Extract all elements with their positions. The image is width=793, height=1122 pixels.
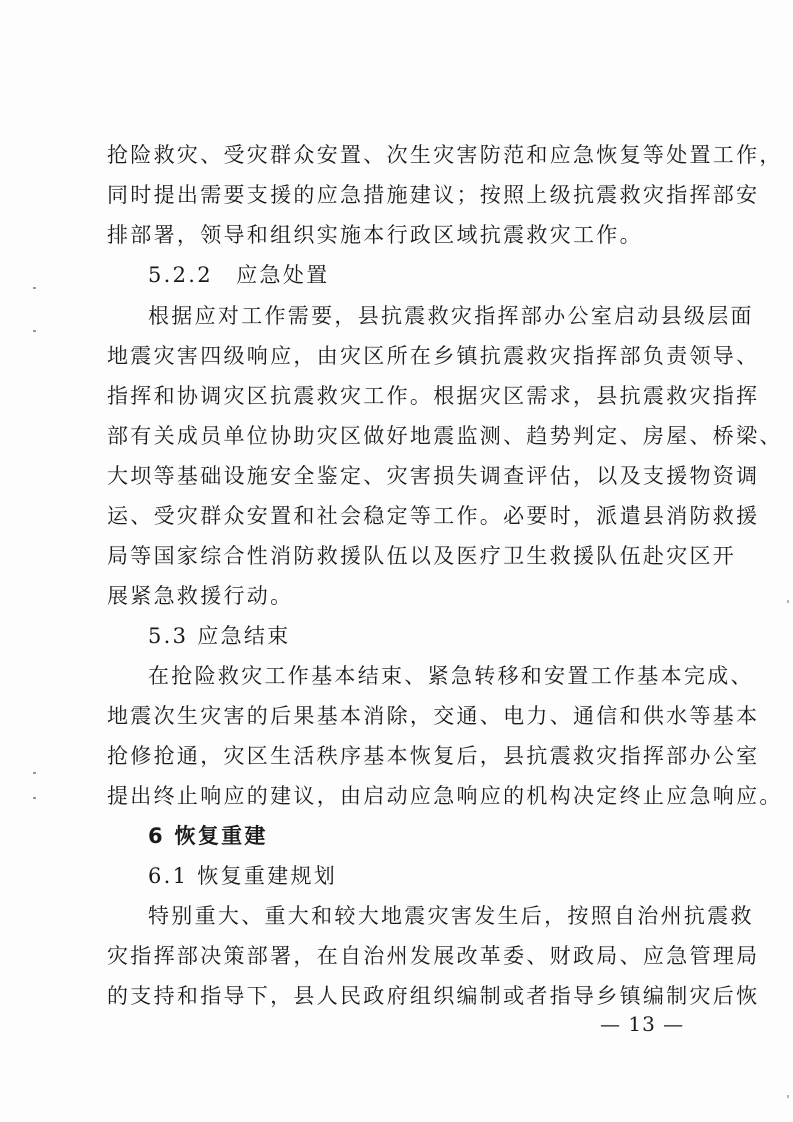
body-text-line: 的支持和指导下，县人民政府组织编制或者指导乡镇编制灾后恢 (107, 984, 760, 1008)
body-text-line: 地震次生灾害的后果基本消除，交通、电力、通信和供水等基本 (107, 704, 760, 728)
scan-margin-mark (33, 772, 36, 774)
body-text-line: 局等国家综合性消防救援队伍以及医疗卫生救援队伍赴灾区开 (107, 544, 737, 568)
body-text-line: 特别重大、重大和较大地震灾害发生后，按照自治州抗震救 (148, 904, 754, 928)
body-text-line: 抢修抢通，灾区生活秩序基本恢复后，县抗震救灾指挥部办公室 (107, 744, 760, 768)
body-text-line: 地震灾害四级响应，由灾区所在乡镇抗震救灾指挥部负责领导、 (107, 344, 760, 368)
body-text-line: 抢险救灾、受灾群众安置、次生灾害防范和应急恢复等处置工作， (107, 143, 783, 167)
body-text-line: 根据应对工作需要，县抗震救灾指挥部办公室启动县级层面 (148, 304, 754, 328)
page-number: — 13 — (600, 1012, 685, 1036)
body-text-line: 灾指挥部决策部署，在自治州发展改革委、财政局、应急管理局 (107, 944, 760, 968)
body-text-line: 排部署，领导和组织实施本行政区域抗震救灾工作。 (107, 223, 643, 247)
section-heading-6: 6 恢复重建 (148, 824, 268, 848)
body-text-line: 大坝等基础设施安全鉴定、灾害损失调查评估，以及支援物资调 (107, 464, 760, 488)
scan-margin-mark (33, 330, 36, 332)
scan-margin-mark (33, 287, 36, 289)
body-text-line: 在抢险救灾工作基本结束、紧急转移和安置工作基本完成、 (148, 664, 754, 688)
scan-edge-mark (787, 1095, 789, 1098)
body-text-line: 运、受灾群众安置和社会稳定等工作。必要时，派遣县消防救援 (107, 504, 760, 528)
section-heading-5-2-2: 5.2.2 应急处置 (148, 263, 330, 287)
scan-margin-mark (33, 797, 36, 799)
body-text-line: 部有关成员单位协助灾区做好地震监测、趋势判定、房屋、桥梁、 (107, 424, 783, 448)
body-text-line: 展紧急救援行动。 (107, 584, 294, 608)
body-text-line: 同时提出需要支援的应急措施建议；按照上级抗震救灾指挥部安 (107, 183, 760, 207)
section-heading-5-3: 5.3 应急结束 (148, 624, 291, 648)
body-text-line: 提出终止响应的建议，由启动应急响应的机构决定终止应急响应。 (107, 784, 783, 808)
scan-edge-mark (787, 600, 789, 603)
section-heading-6-1: 6.1 恢复重建规划 (148, 864, 338, 888)
body-text-line: 指挥和协调灾区抗震救灾工作。根据灾区需求，县抗震救灾指挥 (107, 384, 760, 408)
